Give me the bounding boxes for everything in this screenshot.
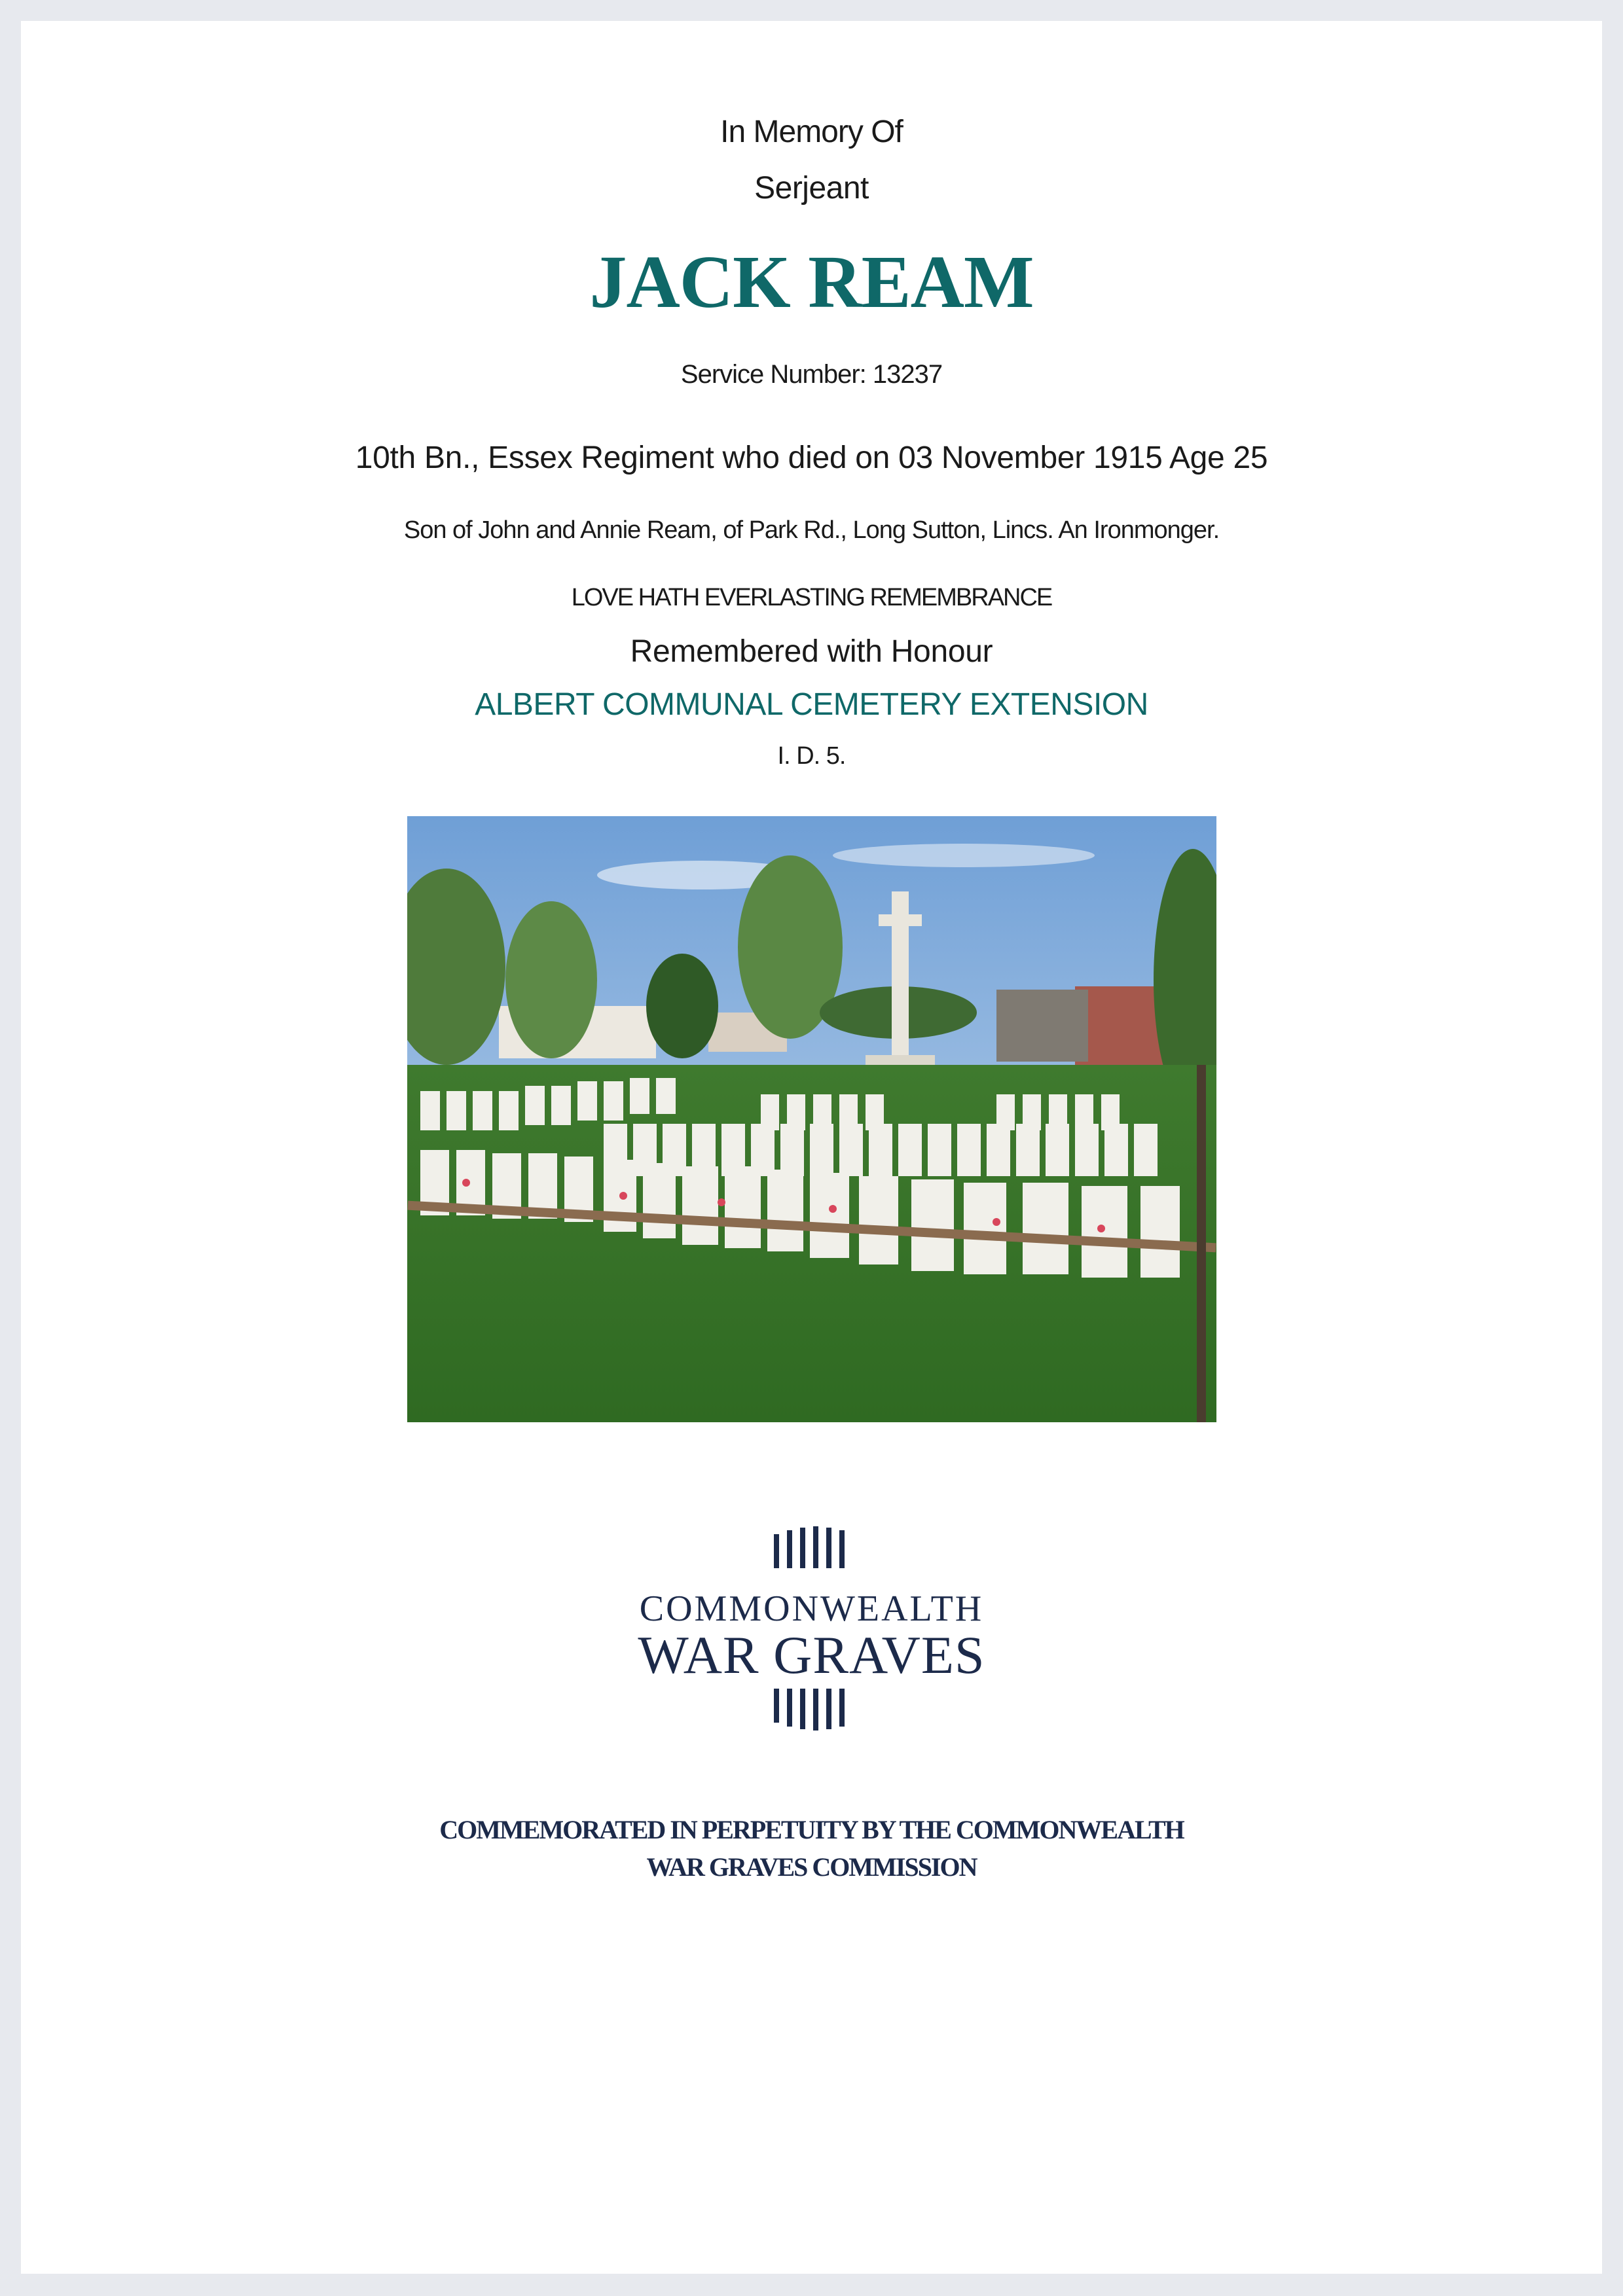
commemoration-line-1: COMMEMORATED IN PERPETUITY BY THE COMMONWEALTH bbox=[439, 1815, 1184, 1844]
family-details: Son of John and Annie Ream, of Park Rd., Long Sutton, Lincs. An Ironmonger. bbox=[403, 516, 1220, 544]
logo-bottom-bars bbox=[21, 1689, 1602, 1731]
epitaph: LOVE HATH EVERLASTING REMEMBRANCE bbox=[571, 584, 1052, 611]
logo-war-graves: WAR GRAVES bbox=[638, 1625, 985, 1685]
cwgc-logo bbox=[21, 1526, 1602, 1736]
rank: Serjeant bbox=[754, 171, 869, 206]
remembered-with-honour: Remembered with Honour bbox=[630, 634, 993, 669]
certificate-page bbox=[21, 21, 1602, 2274]
logo-commonwealth: COMMONWEALTH bbox=[639, 1588, 984, 1629]
casualty-name: JACK REAM bbox=[589, 240, 1034, 323]
in-memory-heading: In Memory Of bbox=[720, 115, 903, 149]
cemetery-name: ALBERT COMMUNAL CEMETERY EXTENSION bbox=[475, 687, 1148, 722]
unit-and-date: 10th Bn., Essex Regiment who died on 03 November 1915 Age 25 bbox=[355, 440, 1268, 475]
service-number: Service Number: 13237 bbox=[680, 360, 943, 389]
commemoration-line-2: WAR GRAVES COMMISSION bbox=[646, 1852, 977, 1882]
cemetery-photo bbox=[407, 816, 1216, 1422]
logo-top-bars bbox=[21, 1526, 1602, 1568]
grave-reference: I. D. 5. bbox=[777, 742, 846, 770]
